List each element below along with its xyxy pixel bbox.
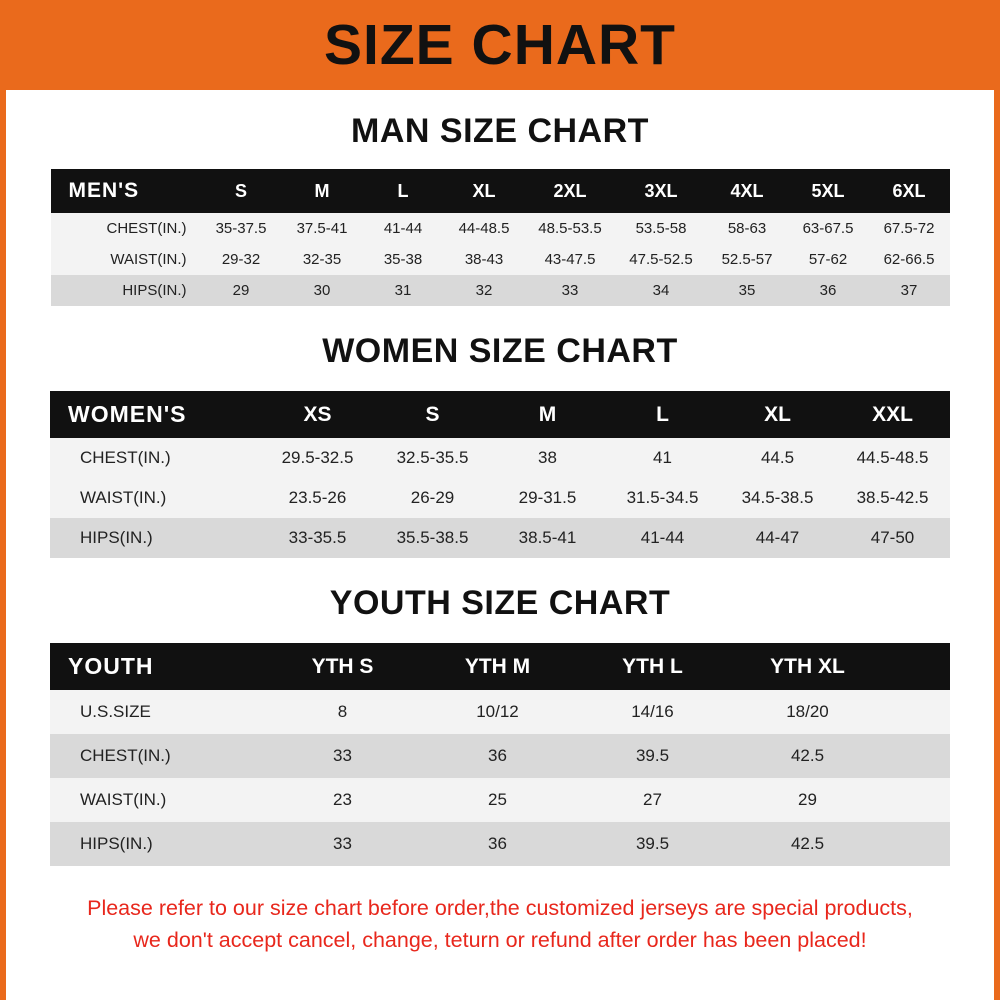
cell: 41 <box>605 438 720 478</box>
cell: 38 <box>490 438 605 478</box>
cell: 25 <box>420 778 575 822</box>
table-row <box>50 778 950 822</box>
cell: 41-44 <box>605 518 720 558</box>
footer-note-line-1: Please refer to our size chart before order,the customized jerseys are special products, <box>87 896 913 920</box>
banner-title: SIZE CHART <box>324 13 676 77</box>
cell: 29-32 <box>201 244 282 275</box>
column-header: L <box>363 169 444 213</box>
cell: 31.5-34.5 <box>605 478 720 518</box>
cell: 37.5-41 <box>282 213 363 244</box>
youth-size-table <box>50 643 950 866</box>
cell: 35-37.5 <box>201 213 282 244</box>
cell: 62-66.5 <box>869 244 950 275</box>
table-row <box>50 690 950 734</box>
cell: 42.5 <box>730 734 885 778</box>
table-row <box>50 518 950 558</box>
column-header: YTH S <box>265 643 420 690</box>
column-header: S <box>201 169 282 213</box>
cell-spacer <box>885 690 950 734</box>
cell: 32-35 <box>282 244 363 275</box>
youth-section-title: YOUTH SIZE CHART <box>329 584 671 622</box>
cell: 36 <box>788 275 869 306</box>
cell: 23.5-26 <box>260 478 375 518</box>
cell: 42.5 <box>730 822 885 866</box>
column-header: 2XL <box>525 169 616 213</box>
cell: 43-47.5 <box>525 244 616 275</box>
row-label: CHEST(IN.) <box>50 438 260 478</box>
cell: 33 <box>265 822 420 866</box>
cell: 27 <box>575 778 730 822</box>
cell: 44.5-48.5 <box>835 438 950 478</box>
table-row <box>51 275 950 306</box>
table-row <box>51 244 950 275</box>
column-header: WOMEN'S <box>50 391 260 438</box>
column-header: YTH L <box>575 643 730 690</box>
cell: 26-29 <box>375 478 490 518</box>
column-header: M <box>282 169 363 213</box>
cell: 44-48.5 <box>444 213 525 244</box>
cell: 57-62 <box>788 244 869 275</box>
table-header-row <box>50 391 950 438</box>
cell: 29 <box>730 778 885 822</box>
cell: 47-50 <box>835 518 950 558</box>
row-label: WAIST(IN.) <box>51 244 201 275</box>
cell: 33 <box>525 275 616 306</box>
cell: 23 <box>265 778 420 822</box>
column-header: S <box>375 391 490 438</box>
cell: 32 <box>444 275 525 306</box>
cell: 34.5-38.5 <box>720 478 835 518</box>
cell: 39.5 <box>575 734 730 778</box>
cell: 33 <box>265 734 420 778</box>
cell: 47.5-52.5 <box>616 244 707 275</box>
column-header: XXL <box>835 391 950 438</box>
cell: 29-31.5 <box>490 478 605 518</box>
women-size-table <box>50 391 950 558</box>
table-header-row <box>51 169 950 213</box>
cell: 33-35.5 <box>260 518 375 558</box>
column-header: YTH XL <box>730 643 885 690</box>
table-header-row <box>50 643 950 690</box>
column-header-spacer <box>885 643 950 690</box>
cell: 29 <box>201 275 282 306</box>
cell: 37 <box>869 275 950 306</box>
footer-note <box>6 892 994 957</box>
cell: 31 <box>363 275 444 306</box>
cell: 35.5-38.5 <box>375 518 490 558</box>
cell: 38.5-42.5 <box>835 478 950 518</box>
row-label: HIPS(IN.) <box>50 822 265 866</box>
cell: 34 <box>616 275 707 306</box>
cell: 36 <box>420 734 575 778</box>
cell: 53.5-58 <box>616 213 707 244</box>
banner <box>0 0 1000 90</box>
man-section-title: MAN SIZE CHART <box>351 112 649 150</box>
column-header: 6XL <box>869 169 950 213</box>
row-label: CHEST(IN.) <box>50 734 265 778</box>
footer-note-line-2: we don't accept cancel, change, teturn or refund after order has been placed! <box>133 928 867 953</box>
man-size-table <box>51 169 950 306</box>
column-header: XL <box>444 169 525 213</box>
cell: 18/20 <box>730 690 885 734</box>
table-row <box>50 822 950 866</box>
column-header: L <box>605 391 720 438</box>
cell-spacer <box>885 734 950 778</box>
cell: 39.5 <box>575 822 730 866</box>
cell: 67.5-72 <box>869 213 950 244</box>
column-header: XL <box>720 391 835 438</box>
cell: 8 <box>265 690 420 734</box>
row-label: WAIST(IN.) <box>50 478 260 518</box>
cell: 30 <box>282 275 363 306</box>
table-row <box>50 478 950 518</box>
column-header: 4XL <box>707 169 788 213</box>
column-header: 3XL <box>616 169 707 213</box>
column-header: YOUTH <box>50 643 265 690</box>
cell-spacer <box>885 822 950 866</box>
column-header: YTH M <box>420 643 575 690</box>
cell: 36 <box>420 822 575 866</box>
cell-spacer <box>885 778 950 822</box>
cell: 35 <box>707 275 788 306</box>
cell: 35-38 <box>363 244 444 275</box>
row-label: HIPS(IN.) <box>51 275 201 306</box>
column-header: XS <box>260 391 375 438</box>
row-label: CHEST(IN.) <box>51 213 201 244</box>
table-row <box>50 734 950 778</box>
cell: 41-44 <box>363 213 444 244</box>
cell: 38-43 <box>444 244 525 275</box>
cell: 44.5 <box>720 438 835 478</box>
table-row <box>51 213 950 244</box>
cell: 29.5-32.5 <box>260 438 375 478</box>
cell: 63-67.5 <box>788 213 869 244</box>
column-header: 5XL <box>788 169 869 213</box>
row-label: HIPS(IN.) <box>50 518 260 558</box>
cell: 44-47 <box>720 518 835 558</box>
cell: 10/12 <box>420 690 575 734</box>
cell: 14/16 <box>575 690 730 734</box>
column-header: M <box>490 391 605 438</box>
column-header: MEN'S <box>51 169 201 213</box>
cell: 48.5-53.5 <box>525 213 616 244</box>
cell: 38.5-41 <box>490 518 605 558</box>
women-section-title: WOMEN SIZE CHART <box>322 332 678 370</box>
cell: 52.5-57 <box>707 244 788 275</box>
row-label: WAIST(IN.) <box>50 778 265 822</box>
cell: 32.5-35.5 <box>375 438 490 478</box>
cell: 58-63 <box>707 213 788 244</box>
table-row <box>50 438 950 478</box>
row-label: U.S.SIZE <box>50 690 265 734</box>
